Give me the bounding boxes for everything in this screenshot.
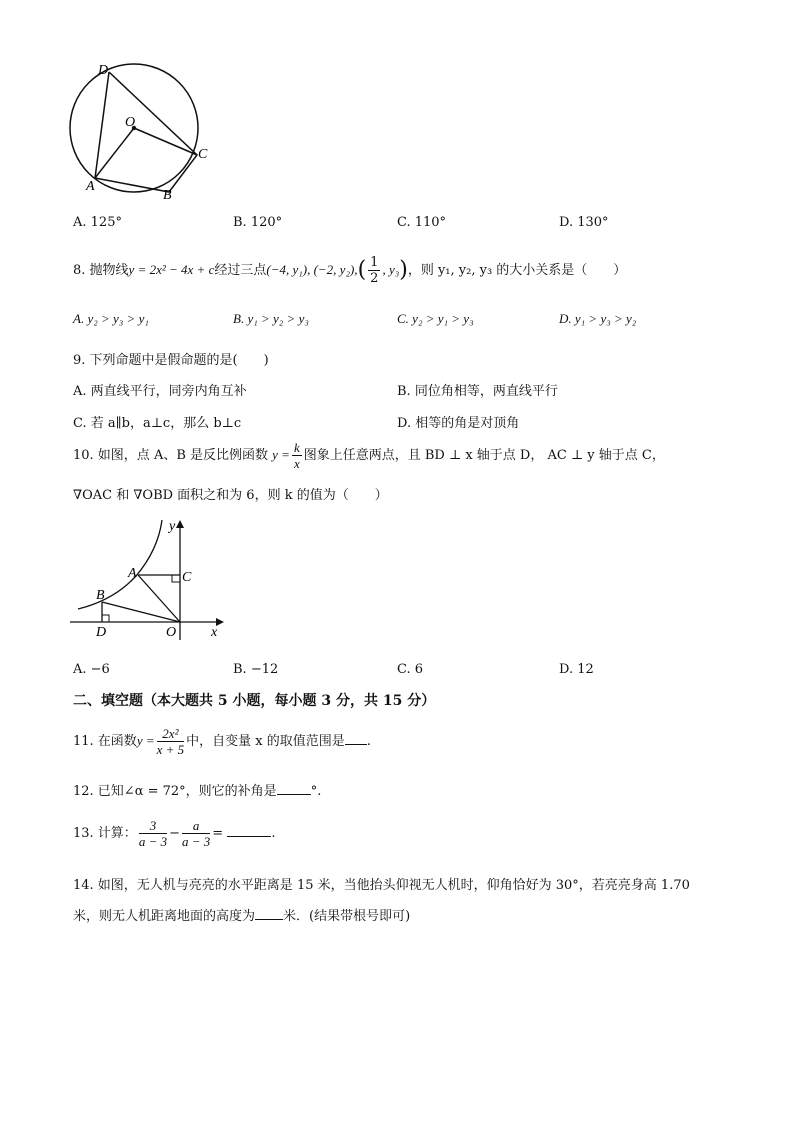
q10-y-eq: y = — [272, 447, 290, 462]
radius-oc — [134, 128, 197, 155]
q7-option-c: C. 110° — [397, 215, 447, 230]
q8-option-a: A. y₂ > y₃ > y₁ — [73, 311, 149, 326]
q11 — [73, 723, 371, 760]
q13-fraction-1: $\frac{3}{a - 3}$ — [138, 818, 168, 849]
q12 — [73, 780, 321, 799]
y-axis-arrow — [176, 520, 184, 528]
q8-mid: 经过三点 — [214, 263, 267, 278]
q11-blank[interactable] — [345, 732, 367, 745]
q8-formula: y = 2x² − 4x + c — [128, 262, 215, 277]
q13-minus: − — [169, 826, 180, 841]
quadrilateral — [95, 72, 197, 192]
q13-prefix: 13. 计算： — [73, 826, 137, 841]
label-a: A — [86, 179, 95, 194]
q8-option-c: C. y₂ > y₁ > y₃ — [397, 311, 474, 326]
right-angle-c — [172, 575, 180, 582]
label-b: B — [163, 188, 172, 203]
q9-option-d: D. 相等的角是对顶角 — [397, 416, 520, 431]
q7-option-d: D. 130° — [559, 215, 609, 230]
q9-option-c: C. 若 a∥b，a⊥c，那么 b⊥c — [73, 416, 242, 431]
q10-option-a: A. −6 — [73, 662, 110, 677]
label-b: B — [96, 588, 105, 603]
q13 — [73, 814, 275, 854]
q14-blank[interactable] — [255, 907, 283, 920]
q8-option-b: B. y₁ > y₂ > y₃ — [233, 311, 309, 326]
q10-option-c: C. 6 — [397, 662, 424, 677]
q14-line1: 14. 如图，无人机与亮亮的水平距离是 15 米，当他抬头仰视无人机时，仰角恰好为 30°，若亮亮身高 1.70 — [73, 878, 690, 893]
q14-line2-a: 米，则无人机距离地面的高度为 — [73, 909, 256, 924]
q8-fraction: $\frac{1}{2}$ — [370, 255, 379, 286]
q10-option-b: B. −12 — [233, 662, 279, 677]
q9-option-a: A. 两直线平行，同旁内角互补 — [73, 384, 247, 399]
q7-option-a: A. 125° — [73, 215, 122, 230]
q9-option-b: B. 同位角相等，两直线平行 — [397, 384, 558, 399]
q14-line2 — [73, 905, 410, 924]
q12-blank[interactable] — [277, 782, 311, 795]
q7-option-b: B. 120° — [233, 215, 283, 230]
q14-line2-b: 米．(结果带根号即可) — [283, 909, 411, 924]
q13-end: . — [271, 826, 276, 841]
q13-eq: = — [212, 826, 224, 841]
q13-blank[interactable] — [227, 824, 271, 837]
label-a: A — [128, 566, 137, 581]
hyperbola-figure — [66, 514, 236, 644]
circle-figure — [64, 60, 224, 205]
right-angle-d — [102, 615, 109, 622]
q8-prefix: 8. 抛物线 — [73, 263, 129, 278]
segment-bo — [102, 602, 180, 622]
hyperbola-curve — [78, 520, 162, 609]
label-o: O — [125, 115, 136, 130]
q11-y-eq: y = — [136, 733, 155, 748]
q11-suffix: 中，自变量 x 的取值范围是 — [186, 734, 345, 749]
label-x: x — [211, 625, 218, 640]
q8-option-d: D. y₁ > y₃ > y₂ — [559, 311, 637, 326]
q10-fraction: $\frac{k}{x}$ — [293, 440, 300, 471]
q10-line1-b: 图象上任意两点，且 BD ⊥ x 轴于点 D， AC ⊥ y 轴于点 C， — [303, 448, 665, 463]
q11-prefix: 11. 在函数 — [73, 734, 137, 749]
q12-text: 12. 已知∠α = 72°，则它的补角是 — [73, 784, 277, 799]
label-y: y — [169, 519, 176, 534]
label-c: C — [198, 147, 208, 162]
q10-line2: ∇OAC 和 ∇OBD 面积之和为 6，则 k 的值为（ ） — [73, 488, 388, 503]
q9-stem: 9. 下列命题中是假命题的是( ) — [73, 353, 269, 368]
label-c: C — [182, 570, 192, 585]
q12-end: °. — [310, 784, 322, 799]
q8-p3-y: , y₃ — [382, 262, 400, 277]
q13-fraction-2: $\frac{a}{a - 3}$ — [182, 818, 211, 849]
q8-stem: 8. 抛物线y = 2x² − 4x + c经过三点(−4, y₁), (−2, y₂),( $\frac{1}{2}$ , y₃)，则 y₁, y₂, y₃ 的大小关系是（ ） — [73, 255, 627, 286]
label-d: D — [98, 63, 109, 78]
q10-line1 — [73, 438, 665, 473]
section-heading: 二、填空题（本大题共 5 小题，每小题 3 分，共 15 分） — [73, 693, 436, 709]
q10-option-d: D. 12 — [559, 662, 594, 677]
q11-fraction: $\frac{\text{2x²}}{x + 5}$ — [156, 726, 185, 757]
q8-points: (−4, y₁), (−2, y₂), — [266, 262, 358, 277]
label-d: D — [96, 625, 107, 640]
label-o: O — [166, 625, 177, 640]
q10-line1-a: 10. 如图，点 A、B 是反比例函数 — [73, 448, 269, 463]
q11-end: . — [366, 734, 371, 749]
q8-suffix: ，则 y₁, y₂, y₃ 的大小关系是（ ） — [407, 263, 627, 278]
